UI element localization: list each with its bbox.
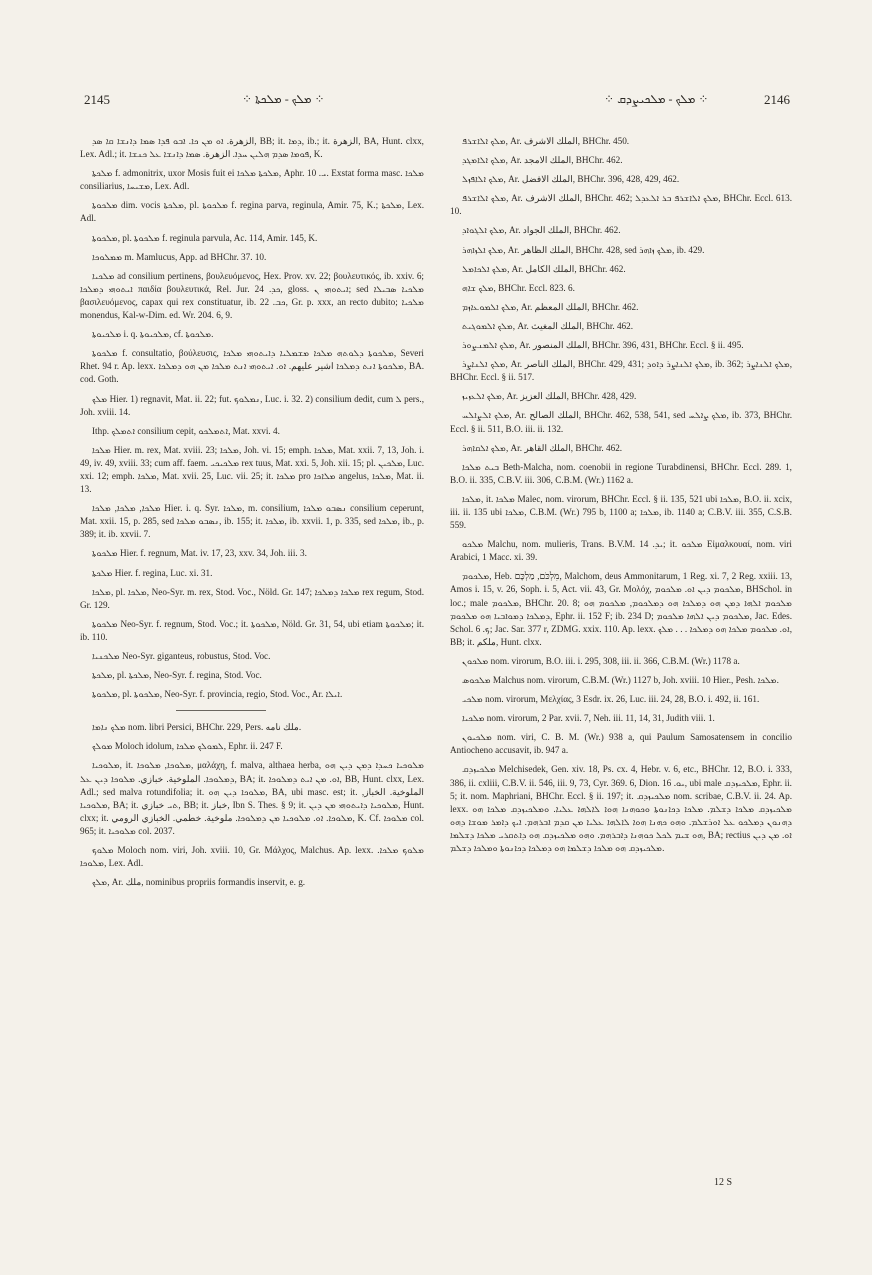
dictionary-entry: ܡܠܟܐ, ܡܠܟܐ, ܡܠܟܐ Hier. i. q. Syr. ܡܠܟܐ, m. consilium, ܢܣܒܘ ܡܠܟܐ consilium ceperunt, Mat. xxii. 15, p. 285, sed ܢܣܒܘ ܡܠܟܐ, ib. 155; it. ܡܠܟܐ, ib. xxvii. 1, p. 335, sed ܡܠܟܐ, ib., p. 389; it. ib. xxvii. 7. [80, 503, 424, 540]
dictionary-entry: ܡܠܟܝܙܕܩ Melchisedek, Gen. xiv. 18, Ps. cx. 4, Hebr. v. 6, etc., BHChr. 12, B.O. i. 333, 386, ii. cxliii, C.B.V. ii. 546, iii. 9, 73, Cyr. 369. 6, Dion. ܝܘ. 16, ubi male ܡܠܟܝܙܕܩ, Ephr. ii. 5; it. nom. Maphriani, BHChr. Eccl. § ii. 197; it. ܡܠܟܝܙܕܩ nom. scribae, C.B.V. ii. 24. Ap. lexx. ܡܠܟܝܙܕܩ ܡܠܟܐ ܕܫܠܡ. ܡܠܟܐ ܕܟܐܢܘܬܐ ܘܟܘܗܢܐ ܗܘܐ ܠܐܠܗܐ ܥܠܝܐ. ܘܡܠܟܝܙܕܩ ܡܠܟܐ ܗܘ ܕܗܢܘܢ ܕܡܠܟܘ ܥܠ ܐܘܪܫܠܡ. ܘܗܘ ܟܗܢܐ ܗܘܐ ܠܐܠܗܐ ܥܠܝܐ ܡܢ ܩܕܡ ܐܒܪܗܡ. ܐܝܟ ܕܐܡܪ ܡܘܫܐ ܕܗܘ ܗܘ ܫܝܡ ܠܟܠ ܟܘܗܢܐ ܕܐܒܪܗܡ. ܘܗܘ ܡܠܟܝܙܕܩ ܗܘ ܕܐܬܩܪܝ ܡܠܟܐ ܕܫܠܡܐ, BA; rectius ܐܘ. ܡܢ ܕܝܢ ܡܠܟܝܙܕܩ ܗܘ ܡܠܟܐ ܕܫܠܡܐ ܗܘ ܕܡܠܟܐ ܕܟܐܢܘܬܐ ܘܡܠܟܐ ܕܫܠܡ. [450, 764, 792, 854]
dictionary-entry: ܡܠܟܬܐ, pl. ܡܠܟܬܐ, Neo-Syr. f. regina, Stod. Voc. [92, 670, 262, 681]
dictionary-entry: ܡܠܟܘܬܐ dim. vocis ܡܠܟܬܐ, pl. ܡܠܟܘܬܐ f. regina parva, reginula, Amir. 75, K.; ܡܠܟܬܐ, Lex. Adl. [80, 200, 425, 224]
dictionary-entry: ܡܠܘܟ Moloch nom. viri, Joh. xviii. 10, Gr. Μάλχος, Malchus. Ap. lexx. ܡܠܘܟ ܡܠܟܐ. ܡܠܘܟܐ, Lex. Adl. [80, 845, 424, 869]
dictionary-entry: ܡܠܟܘܡ, Heb. מִלְכֹּם, מַלְכָּם, Malchom, deus Ammonitarum, 1 Reg. xi. 7, 2 Reg. xxiii. 13, Amos i. 15, v. 26, Soph. i. 5, Act. vii. 43, Gr. Μολόχ, ܡܠܟܘܡ ܕܝܢ ܐܘ. ܡܠܟܘܡ, BHSchol. in loc.; male ܡܠܟܘܡ, BHChr. 20. 8; ܡܠܟܘܡ ܐܠܗܐ ܕܡܢ ܗܘ ܕܡܠܟܐ ܗܘ ܕܡܠܟܘܡ, ܡܠܟܘܡ ܗܘ ܕܡܠܟܐ ܕܡܘܐܒܝܐ ܗܘ ܡܠܟܘܡ, Ephr. ii. 152 F; ib. 234 D; ܡܠܟܘܡ ܕܝܢ ܐܠܗܐ ܡܠܟܘܡ, Jac. Edes. Schol. ܟ. 6; Jac. Sar. 377 r, ZDMG. xxix. 110. Ap. lexx. ܐܘ. ܡܠܟܘܡ ܡܠܟܐ ܗܘ ܕܡܠܟܐ . . . ܡܠܟ, BB; it. ملكم, Hunt. clxx. [450, 571, 793, 647]
section-rule [176, 710, 266, 711]
dictionary-entry: ܡܠܟܘܬܐ Neo-Syr. f. regnum, Stod. Voc.; it. ܡܠܟܘܬܐ, Nöld. Gr. 31, 54, ubi etiam ܡܠܟܘܬܐ; it. ib. 110. [80, 618, 424, 642]
dictionary-entry: ܡܠܟܝܘܬܐ i. q. ܡܠܟܝܘܬܐ, cf. ܡܠܟܘܬܐ. [92, 329, 214, 340]
dictionary-entry: ܡܠܟ, Ar. ملك, nominibus propriis formandis inservit, e. g. [92, 877, 306, 888]
dictionary-entry: ܡܠܟ ܐܠܐܦܙܠ, Ar. الملك الافضل, BHChr. 396, 428, 429, 462. [462, 174, 680, 185]
dictionary-entry: ܡܠܟܝ nom. virorum, Μελχίας, 3 Esdr. ix. 26, Luc. iii. 24, 28, B.O. i. 492, ii. 161. [462, 694, 760, 705]
dictionary-entry: ܡܠܟ ܐܠܡܢܨܘܪ, Ar. الملك المنصور, BHChr. 396, 431, BHChr. Eccl. § ii. 495. [462, 340, 744, 351]
dictionary-entry: ܡܠܟ ܢܐܡܐ nom. libri Persici, BHChr. 229, Pers. ملك نامه. [92, 722, 302, 733]
dictionary-entry: ܡܘܠܟ Moloch idolum, ܠܡܘܠܟ ܡܠܟܐ, Ephr. ii. 247 F. [92, 741, 283, 752]
dictionary-entry: ܡܠܟ ܐܠܥܙܝܙ, Ar. الملك العزيز, BHChr. 428, 429. [462, 391, 637, 402]
dictionary-entry: ܡܠܟ ܐܠܨܐܠܚ, Ar. الملك الصالح, BHChr. 462, 538, 541, sed ܡܠܟ ܨܐܠܚ, ib. 373, BHChr. Eccl. § ii. 511, B.O. iii. ii. 132. [450, 410, 792, 434]
dictionary-entry: ܡܠܟܢܝܐ Neo-Syr. giganteus, robustus, Stod. Voc. [92, 651, 271, 661]
dictionary-entry: Ithp. ܐܬܡܠܟ consilium cepit, ܐܬܡܠܟܘ, Mat. xxvi. 4. [92, 425, 280, 436]
dictionary-entry: ܡܠܟ ܫܐܗ, BHChr. Eccl. 823. 6. [462, 282, 575, 293]
dictionary-entry: ܡܠܟ ܐܠܡܘܓܝܬ, Ar. الملك المغيث, BHChr. 462. [462, 320, 634, 331]
dictionary-entry: ܡܠܟܐ, pl. ܡܠܟܐ, Neo-Syr. m. rex, Stod. Voc., Nöld. Gr. 147; ܡܠܟܐ ܕܡܠܟܐ rex regum, Stod. Gr. 129. [80, 586, 424, 610]
dictionary-entry: ܡܠܟܘܬܐ, pl. ܡܠܟܘܬܐ, Neo-Syr. f. provincia, regio, Stod. Voc., Ar. ܐܝܠܐ. [92, 689, 343, 700]
dictionary-entry: ܡܠܟ ܐܠܢܐܨܪ, Ar. الملك الناصر, BHChr. 429, 431; ܡܠܟ ܐܠܢܐܨܪ ܕܐܘܕ, ib. 362; ܡܠܟ ܐܠܢܐܨܪ, BHChr. Eccl. § ii. 517. [450, 359, 793, 383]
dictionary-entry: ܡܠܟ ܐܠܐܡܓܕ, Ar. الملك الامجد, BHChr. 462. [462, 155, 623, 166]
dictionary-entry: ܒܝܬ ܡܠܟܐ Beth-Malcha, nom. coenobii in regione Turabdinensi, BHChr. Eccl. 289. 1, B.O. ii. 335, C.B.V. iii. 306, C.B.M. (Wr.) 1162 a. [450, 461, 792, 485]
page-number-left: 2145 [84, 92, 110, 107]
dictionary-entry: ܡܠܟ Hier. 1) regnavit, Mat. ii. 22; fut. ܢܡܠܘܟ, Luc. i. 32. 2) consilium dedit, cum ܠ pers., Joh. xviii. 14. [80, 393, 424, 417]
dictionary-entry: ܡܠܟܝܘܢ nom. viri, C. B. M. (Wr.) 938 a, qui Paulum Samosatensem in concilio Antiocheno accusavit, ib. 947 a. [450, 732, 792, 756]
right-column [450, 135, 792, 861]
dictionary-entry: ܡܠܟ ܐܠܟܐܡܠ, Ar. الملك الكامل, BHChr. 462. [462, 263, 626, 274]
dictionary-entry: ܡܠܟ ܐܠܐܫܪܦ, Ar. الملك الاشرف, BHChr. 450. [462, 136, 630, 146]
dictionary-entry: ܡܠܟܬܐ f. admonitrix, uxor Mosis fuit ei ܡܠܟܬܐ ܡܠܟܐ, Aphr. ܝ. 10. Exstat forma masc. ܡܠܟܐ consiliarius, ܡܫܝܚܐ, Lex. Adl. [80, 168, 425, 192]
dictionary-entry: ܡܠܟ ܐܠܡܘܥܐܙܡ, Ar. الملك المعظم, BHChr. 462. [462, 301, 639, 312]
dictionary-entry: ܡܠܟܘܬܐ Hier. f. regnum, Mat. iv. 17, 23, xxv. 34, Joh. iii. 3. [92, 548, 307, 559]
signature-mark: 12 S [714, 1177, 733, 1188]
left-column [80, 135, 424, 895]
dictionary-entry: ܡܠܟܬܐ Hier. f. regina, Luc. xi. 31. [92, 567, 213, 578]
dictionary-entry: ܡܠܟܐ Hier. m. rex, Mat. xviii. 23; ܡܠܟܐ, Joh. vi. 15; emph. ܡܠܟܐ, Mat. xxii. 7, 13, Joh. i. 49, iv. 49, xviii. 33; cum aff. faem. ܡܠܟܝܟܝ rex tuus, Mat. xxi. 5, Joh. xii. 15; pl. ܡܠܟܝܢ, Luc. xxi. 12; emph. ܡܠܟܐ, Mat. xvii. 25, Luc. vii. 25; it. ܡܠܟܐ pro ܡܠܐܟܐ angelus, ܡܠܟܐ, Mat. ii. 13. [80, 444, 424, 495]
running-title-right: ⁘ ܡܠܟ - ܡܠܟܝܨܕܩ ⁘ [604, 92, 709, 106]
dictionary-entry: ܡܠܟܘܬܐ f. consultatio, βούλευσις, ܡܠܟܘܬܐ ܕܠܘܬܗ ܡܠܟܐ ܡܫܡܠܝܐ ܕܐܝܬܘܗܝ ܡܠܟܐ, Severi Rhet. 94 r. Ap. lexx. ܡܠܟܘܬܐ ܐܢܬ ܕܡܠܟܐ اشير عليهم. ܐܘ. ܐܝܬܘܗܝ ܐܢܬ ܡܠܟܐ ܡܢ ܗܘ ܕܡܠܟܐ, BA. cod. Goth. [80, 348, 424, 385]
dictionary-entry: ܡܠܟܘ Malchu, nom. mulieris, Trans. B.V.M. ܝܕ. 14; it. ܡܠܟܘ Εἰμαλκουαί, nom. viri Arabici, 1 Macc. xi. 39. [450, 539, 792, 563]
running-title-left: ⁘ ܡܠܟ - ܡܠܟܬܐ ⁘ [242, 92, 325, 106]
dictionary-entry: ܡܠܟ ܐܠܓܘܐܕ, Ar. الملك الجواد, BHChr. 462. [462, 225, 621, 236]
dictionary-entry: ܡܠܟ ܐܠܐܫܪܦ, Ar. الملك الاشرف, BHChr. 462; ܡܠܟ ܐܠܐܫܪܦ ܒܪ ܐܠܥܕܠ, BHChr. Eccl. 613. 10. [450, 193, 792, 217]
dictionary-entry: ܡܠܟܐ, it. ܡܠܟܐ Malec, nom. virorum, BHChr. Eccl. § ii. 135, 521 ubi ܡܠܟܐ, B.O. ii. xcix, iii. ii. 135 ubi ܡܠܟܐ, C.B.M. (Wr.) 795 b, 1100 a; ܡܠܟܐ, ib. 1140 a; C.B.V. iii. 355, C.S.B. 559. [450, 493, 793, 531]
dictionary-entry: ܡܠܟ ܐܠܩܐܗܪ, Ar. الملك القاهر, BHChr. 462. [462, 442, 623, 453]
dictionary-entry: ܡܠܟܝܐ nom. virorum, 2 Par. xvii. 7, Neh. iii. 11, 14, 31, Judith viii. 1. [462, 713, 715, 724]
dictionary-entry: الزهرة. ܐܘ ܡܢ ܟܐ. ܐܒܘ ܦܕܐ ܣܡܐ ܕܐܢܫܐ ܩܐ ܣܕ, BB; it. ܕܡܐ, ib.; it. الزهرة, BA, Hunt. clxx, Lex. Adl.; it. ܦܘܡܐ ܣܕܡ ܗܠܝܢ ܚܕܐ. الزهرة. ܣܡܐ ܕܐܢܫܐ ܥܠ ܟܢܫܐ, K. [80, 136, 424, 160]
dictionary-entry: ܡܠܟܝܐ ad consilium pertinens, βουλευόμενος, Hex. Prov. xv. 22; βουλευτικός, ib. xxiv. 6; ܐܝܬܘܗܝ ܕܡܠܟܐ παιδία βουλευτικά, Rel. Jur. ܟܕ. 24, gloss. ܐܝܬܘܗܝ ܢ; sed ܡܠܟܝܐ ܣܒܝܠܐ βασιλευόμενος, capax qui rex constituatur, ib. ܟܒ. 22, Gr. p. xxx, an recto dubito; ܡܠܟܝܐ monendus, Kal-w-Dim. ed. Wr. 204. 6, 9. [80, 270, 424, 321]
dictionary-entry: ܡܠܟܘܬܐ, pl. ܡܠܟܘܬܐ f. reginula parvula, Ac. 114, Amir. 145, K. [92, 232, 318, 243]
page-number-right: 2146 [764, 92, 790, 107]
dictionary-entry: ܡܡܠܘܟܐ m. Mamlucus, App. ad BHChr. 37. 10. [92, 251, 267, 262]
dictionary-entry: ܡܠܘܟܝܐ, it. ܡܠܘܟܐ, ܡܠܘܟܐ, μαλάχη, f. malva, althaea herba, ܡܠܘܟܝܐ ܟܚܕܐ ܕܡܢ ܕܝܢ ܗܘ ܕܡܠܘܟܐ. الملوخية. خبازي. ܡܠܘܟܐ ܕܝܢ ܥܠ, BA; it. ܐܘ. ܡܢ ܐܝܬ ܕܡܠܘܟܐ, BB, Hunt. clxx, Lex. Adl.; sed malva rotundifolia; it. ܡܠܘܟܐ ܕܝܢ ܗܘ, BA, ubi masc. est; it. الملوخية. الخباز, ܡܠܘܟܝܐ, BA; it. ܬܝ خبازي, BB; it. خباز, Ibn S. Thes. § 9; it. ܡܠܘܟܝܐ ܕܐܝܬܘܗܝ ܡܢ ܕܝܢ, Hunt. clxx; it. ܡܠܘܟܐ. ܐܘ. ܡܠܘܟܝܐ ܡܢ ܕܡܠܘܟܐ. ملوخية. خطمي. الخبازي الرومي, K. Cf. ܡܠܘܟܐ col. 965; it. ܡܠܘܟܝܐ col. 2037. [80, 760, 425, 836]
page-header [84, 92, 790, 116]
dictionary-entry: ܡܠܟܘܣ Malchus nom. virorum, C.B.M. (Wr.) 1127 b, Joh. xviii. 10 Hier., Pesh. ܡܠܟܐ. [462, 675, 779, 685]
dictionary-entry: ܡܠܟܘܢ nom. virorum, B.O. iii. i. 295, 308, iii. ii. 366, C.B.M. (Wr.) 1178 a. [462, 655, 740, 666]
dictionary-entry: ܡܠܟ ܐܠܙܐܗܪ, Ar. الملك الظاهر, BHChr. 428, sed ܡܠܟ ܙܐܗܪ, ib. 429. [462, 244, 705, 255]
